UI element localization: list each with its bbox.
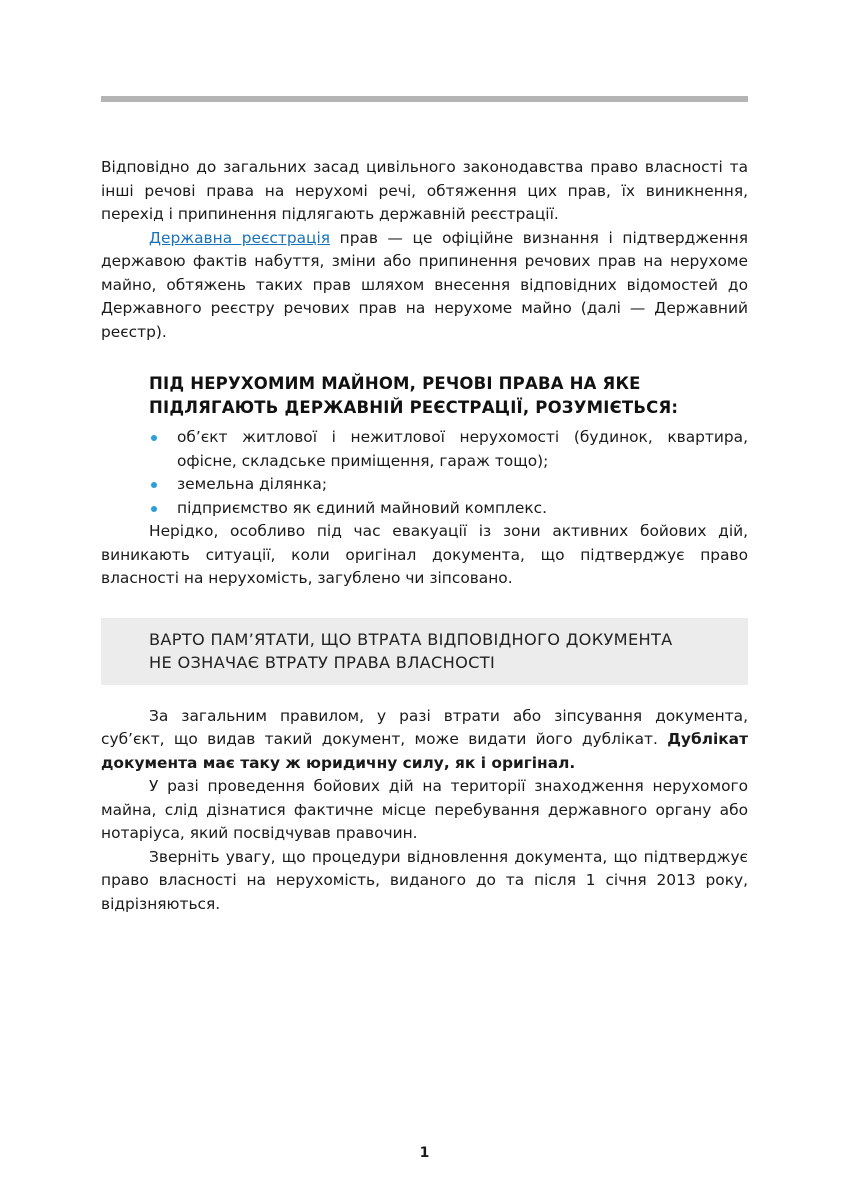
duplicate-emphasis: Дублікат документа має таку ж юридичну силу, як і оригінал. (101, 730, 748, 772)
registration-definition-text: прав — це офіційне визнання і підтвердження державою фактів набуття, зміни або припинення речових прав на нерухоме майно, обтяжень таких прав шляхом внесення відповідних відомостей до Державного реєстру речових прав на нерухоме майно (далі — Державний реєстр). (101, 228, 749, 341)
bullet-icon (151, 482, 157, 488)
property-types-list (101, 426, 748, 520)
list-item: підприємство як єдиний майновий комплекс. (101, 497, 748, 521)
registration-definition-paragraph (101, 227, 748, 345)
section-heading: ПІД НЕРУХОМИМ МАЙНОМ, РЕЧОВІ ПРАВА НА ЯКЕ ПІДЛЯГАЮТЬ ДЕРЖАВНІЙ РЕЄСТРАЦІЇ, РОЗУМІЄТЬСЯ: (149, 374, 679, 417)
page-content (101, 156, 748, 916)
list-item: об’єкт житлової і нежитлової нерухомості (будинок, квартира, офісне, складське приміщення, гараж тощо); (101, 426, 748, 473)
header-rule (101, 96, 748, 102)
bullet-icon (151, 435, 157, 441)
list-item: земельна ділянка; (101, 473, 748, 497)
callout-line-2: НЕ ОЗНАЧАЄ ВТРАТУ ПРАВА ВЛАСНОСТІ (149, 652, 496, 672)
state-registration-link[interactable]: Державна реєстрація (149, 228, 331, 247)
page-number: 1 (419, 1145, 430, 1161)
duplicate-paragraph (101, 705, 748, 776)
callout-box (101, 618, 748, 685)
hostilities-paragraph: У разі проведення бойових дій на території знаходження нерухомого майна, слід дізнатися фактичне місце перебування державного органу або нотаріуса, який посвідчував правочин. (101, 777, 748, 842)
duplicate-text: За загальним правилом, у разі втрати або зіпсування документа, суб’єкт, що видав такий документ, може видати його дублікат. (101, 706, 748, 748)
restoration-paragraph: Зверніть увагу, що процедури відновлення документа, що підтверджує право власності на нерухомість, виданого до та після 1 січня 2013 року, відрізняються. (101, 847, 748, 913)
intro-paragraph: Відповідно до загальних засад цивільного законодавства право власності та інші речові права на нерухомі речі, обтяження цих прав, їх виникнення, перехід і припинення підлягають державній реєстрації. (101, 158, 748, 223)
bullet-icon (151, 506, 157, 512)
evacuation-paragraph: Нерідко, особливо під час евакуації із зони активних бойових дій, виникають ситуації, коли оригінал документа, що підтверджує право власності на нерухомість, загублено чи зіпсовано. (101, 522, 748, 587)
callout-line-1: ВАРТО ПАМ’ЯТАТИ, ЩО ВТРАТА ВІДПОВІДНОГО ДОКУМЕНТА (149, 629, 673, 649)
